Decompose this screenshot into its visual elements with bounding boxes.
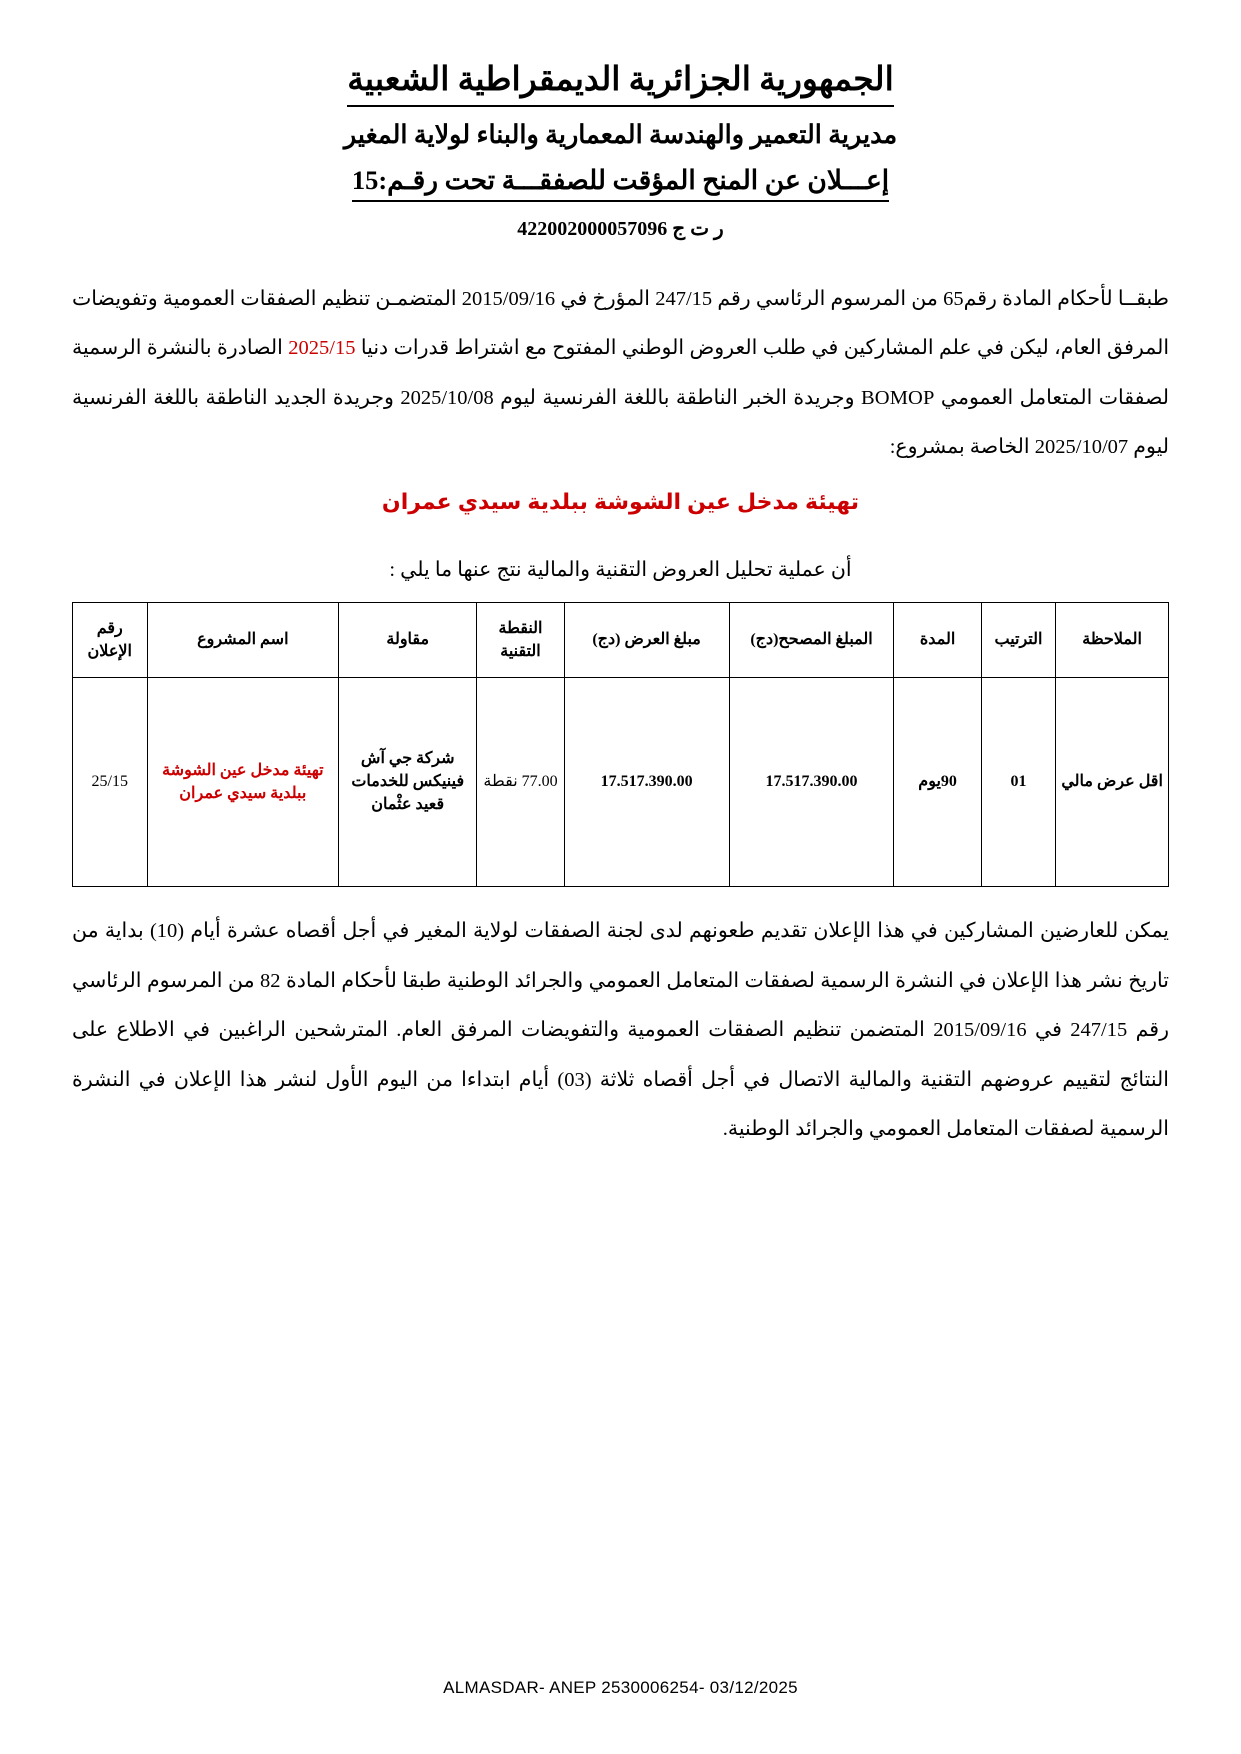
highlighted-announcement-number: 2025/15 [288, 337, 356, 360]
header-rank: الترتيب [981, 602, 1055, 677]
project-title: تهيئة مدخل عين الشوشة ببلدية سيدي عمران [381, 489, 860, 515]
table-header-row [73, 602, 1169, 677]
header-corrected-amount: المبلغ المصحح(دج) [729, 602, 894, 677]
award-results-table [72, 602, 1169, 887]
page-footer: ALMASDAR- ANEP 2530006254- 03/12/2025 [443, 1678, 798, 1697]
cell-duration: 90يوم [894, 677, 981, 886]
cell-announcement-no: 25/15 [73, 677, 148, 886]
document-header [72, 58, 1169, 241]
cell-offer-amount: 17.517.390.00 [564, 677, 729, 886]
intro-paragraph-part1: طبقــا لأحكام المادة رقم65 من المرسوم الرئاسي رقم 247/15 المؤرخ في 2015/09/16 المتضمـن تنظيم الصفقات العمومية وتفويضات المرفق العام، ليكن في علم المشاركين في طلب العروض الوطني المفتوح مع اشتراط قدرات دنيا [72, 287, 1170, 360]
header-project-name: اسم المشروع [147, 602, 339, 677]
table-row [73, 677, 1169, 886]
republic-title: الجمهورية الجزائرية الديمقراطية الشعبية [347, 58, 894, 107]
header-remark: الملاحظة [1056, 602, 1169, 677]
intro-paragraph-part2: الصادرة بالنشرة الرسمية لصفقات المتعامل العمومي BOMOP وجريدة الخبر الناطقة باللغة الفرنسية ليوم 2025/10/08 وجريدة الجديد الناطقة باللغة الفرنسية ليوم 2025/10/07 الخاصة بمشروع: [72, 337, 1170, 459]
directorate-title: مديرية التعمير والهندسة المعمارية والبناء لولاية المغير [343, 119, 898, 149]
announcement-title: إعـــلان عن المنح المؤقت للصفقـــة تحت رقـم:15 [352, 162, 889, 202]
analysis-lead-line: أن عملية تحليل العروض التقنية والمالية نتج عنها ما يلي : [389, 559, 852, 582]
cell-remark: اقل عرض مالي [1056, 677, 1169, 886]
cell-project-name: تهيئة مدخل عين الشوشة ببلدية سيدي عمران [147, 677, 339, 886]
header-duration: المدة [894, 602, 981, 677]
cell-technical-score: 77.00 نقطة [477, 677, 564, 886]
cell-corrected-amount: 17.517.390.00 [729, 677, 894, 886]
reference-number: ر ت ج 422002000057096 [517, 217, 724, 240]
header-offer-amount: مبلغ العرض (دج) [564, 602, 729, 677]
intro-paragraph [72, 275, 1169, 473]
header-contractor: مقاولة [339, 602, 477, 677]
header-technical-score: النقطة التقنية [477, 602, 564, 677]
cell-contractor: شركة جي آش فينيكس للخدمات قعيد عثْمان [339, 677, 477, 886]
header-announcement-no: رقم الإعلان [73, 602, 148, 677]
appeal-paragraph: يمكن للعارضين المشاركين في هذا الإعلان تقديم طعونهم لدى لجنة الصفقات لولاية المغير في أجل أقصاه عشرة أيام (10) بداية من تاريخ نشر هذا الإعلان في النشرة الرسمية لصفقات المتعامل العمومي والجرائد الوطنية طبقا لأحكام المادة 82 من المرسوم الرئاسي رقم 247/15 في 2015/09/16 المتضمن تنظيم الصفقات العمومية والتفويضات المرفق العام. المترشحين الراغبين في الاطلاع على النتائج لتقييم عروضهم التقنية والمالية الاتصال في أجل أقصاه ثلاثة (03) أيام ابتداءا من اليوم الأول لنشر هذا الإعلان في النشرة الرسمية لصفقات المتعامل العمومي والجرائد الوطنية. [72, 919, 1169, 1141]
cell-rank: 01 [981, 677, 1055, 886]
